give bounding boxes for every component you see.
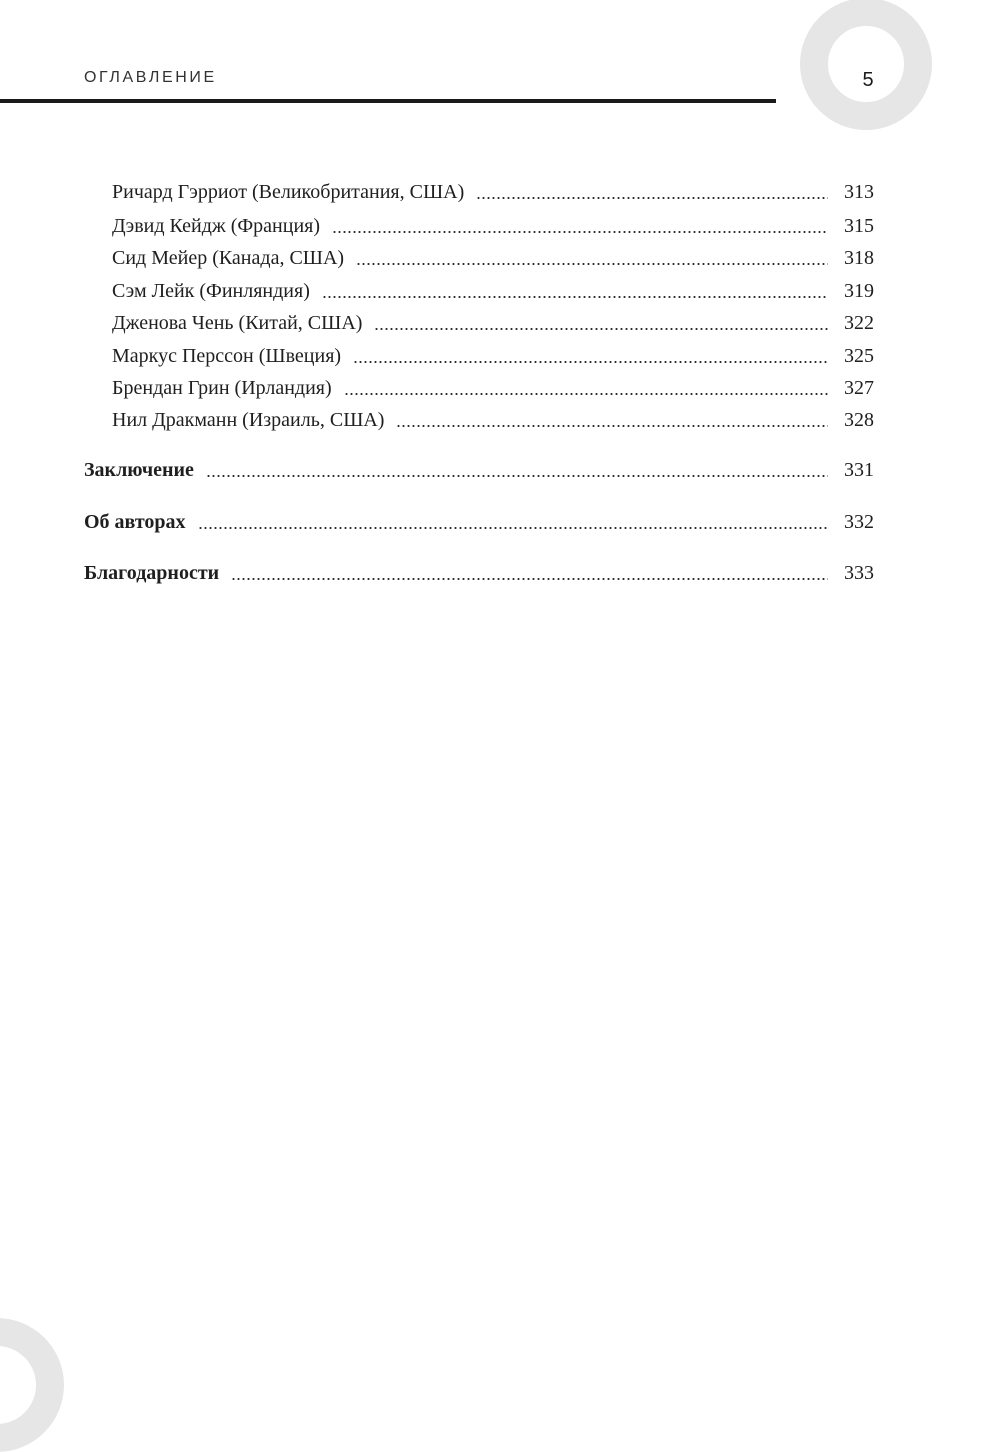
dot-leader: [356, 263, 828, 265]
toc-chapter-entry[interactable]: [84, 558, 874, 588]
toc-chapter-entry[interactable]: [84, 507, 874, 537]
toc-entry-page: 313: [844, 181, 874, 203]
toc-entry[interactable]: [112, 405, 874, 435]
toc-entry-page: 328: [844, 409, 874, 431]
toc-entry-page: 325: [844, 345, 874, 367]
toc-chapter-label: Об авторах: [84, 511, 186, 533]
toc-entry-label: Сэм Лейк (Финляндия): [112, 280, 310, 302]
dot-leader: [206, 475, 828, 477]
toc-chapter-page: 332: [844, 511, 874, 533]
toc-entry-label: Дэвид Кейдж (Франция): [112, 215, 321, 237]
dot-leader: [198, 527, 828, 529]
toc-entry[interactable]: [112, 341, 874, 371]
toc-entry-page: 327: [844, 377, 874, 399]
header-divider: [0, 99, 776, 103]
dot-leader: [476, 197, 828, 199]
toc-chapter-label: Благодарности: [84, 562, 220, 584]
page-corner-ring-decoration: [800, 0, 932, 130]
toc-entry[interactable]: [112, 373, 874, 403]
toc-entry-label: Нил Дракманн (Израиль, США): [112, 409, 385, 431]
toc-entry[interactable]: [112, 276, 874, 306]
dot-leader: [322, 296, 828, 298]
page-number: 5: [862, 69, 874, 91]
toc-entry-label: Брендан Грин (Ирландия): [112, 377, 332, 399]
toc-entry-label: Ричард Гэрриот (Великобритания, США): [112, 181, 465, 203]
dot-leader: [353, 361, 828, 363]
toc-entry-label: Маркус Перссон (Швеция): [112, 345, 342, 367]
toc-entry-label: Дженова Чень (Китай, США): [112, 312, 363, 334]
toc-entry[interactable]: [112, 177, 874, 207]
toc-entry[interactable]: [112, 243, 874, 273]
dot-leader: [396, 425, 828, 427]
toc-entry-label: Сид Мейер (Канада, США): [112, 247, 345, 269]
toc-entry-page: 315: [844, 215, 874, 237]
page-corner-ring-decoration: [0, 1318, 64, 1452]
dot-leader: [231, 578, 828, 580]
toc-entry-page: 318: [844, 247, 874, 269]
toc-chapter-label: Заключение: [84, 459, 194, 481]
toc-entry[interactable]: [112, 308, 874, 338]
dot-leader: [344, 393, 828, 395]
toc-chapter-page: 331: [844, 459, 874, 481]
dot-leader: [374, 328, 828, 330]
running-header-title: ОГЛАВЛЕНИЕ: [84, 69, 217, 86]
dot-leader: [332, 231, 828, 233]
toc-entry-page: 322: [844, 312, 874, 334]
toc-chapter-page: 333: [844, 562, 874, 584]
toc-entry-page: 319: [844, 280, 874, 302]
toc-entry[interactable]: [112, 211, 874, 241]
toc-chapter-entry[interactable]: [84, 455, 874, 485]
